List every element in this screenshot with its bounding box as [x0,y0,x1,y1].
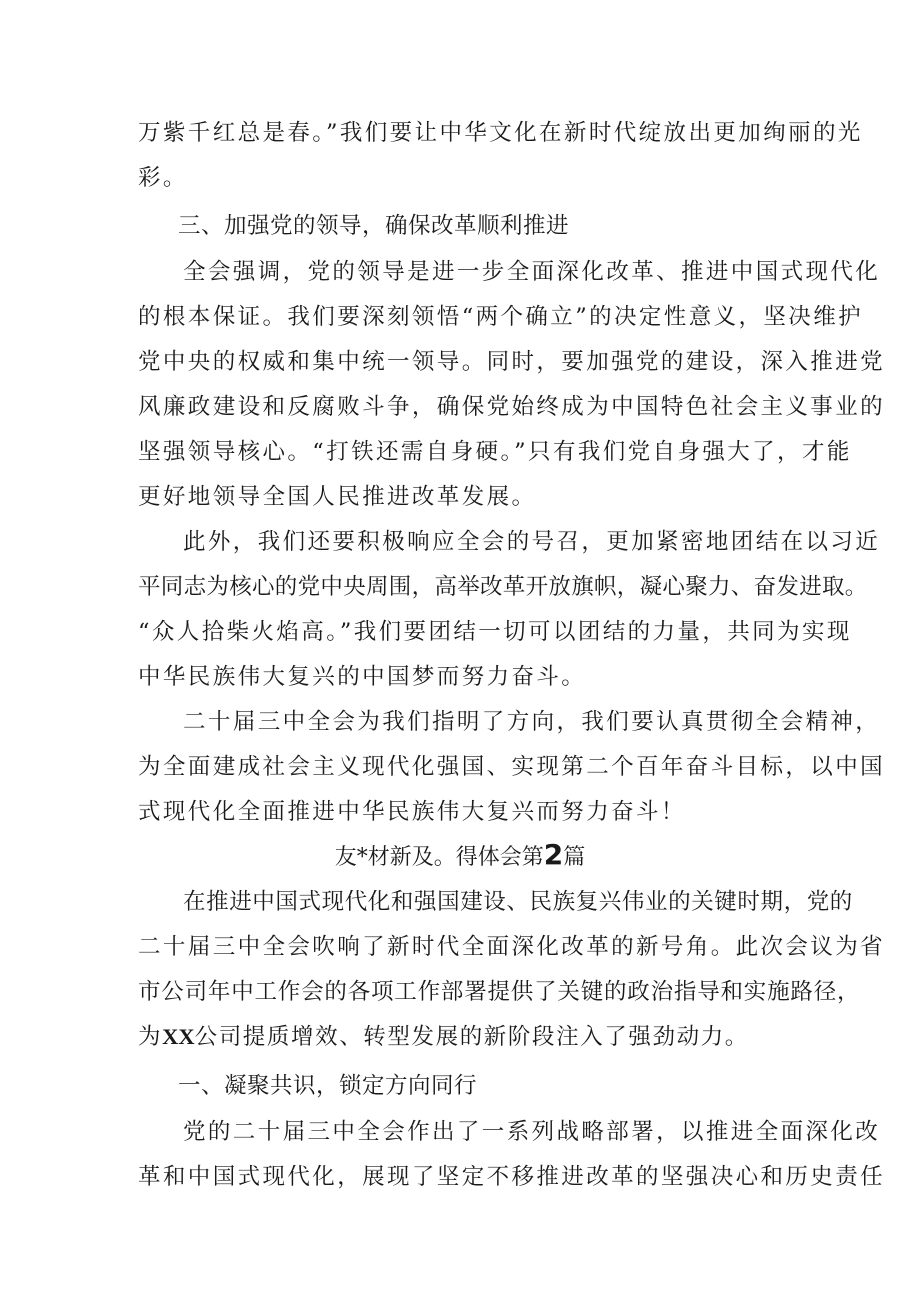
intro-line4-prefix: 为 [138,1024,163,1050]
text-line: 平同志为核心的党中央周围，高举改革开放旗帜，凝心聚力、奋发进取。 [138,574,868,600]
text-line: 此外，我们还要积极响应全会的号召，更加紧密地团结在以习近 [183,529,881,555]
intro-line4-suffix: 公司提质增效、转型发展的新阶段注入了强劲动力。 [194,1024,749,1050]
article-title-suffix: 篇 [563,845,586,870]
text-line: 为全面建成社会主义现代化强国、实现第二个百年奋斗目标，以中国 [138,754,886,780]
text-line: 坚强领导核心。“打铁还需自身硬。”只有我们党自身强大了，才能 [138,439,852,465]
text-line: 式现代化全面推进中华民族伟大复兴而努力奋斗！ [138,799,686,825]
text-line: 二十届三中全会为我们指明了方向，我们要认真贯彻全会精神， [183,709,881,735]
article-title-number: 2 [543,838,564,871]
text-line: 风廉政建设和反腐败斗争，确保党始终成为中国特色社会主义事业的 [138,394,886,420]
text-line: 中华民族伟大复兴的中国梦而努力奋斗。 [138,664,587,690]
text-line: 革和中国式现代化，展现了坚定不移推进改革的坚强决心和历史责任 [138,1164,886,1190]
article-title-prefix: 友*材新及。得体会第 [334,845,544,870]
text-line: 二十届三中全会吹响了新时代全面深化改革的新号角。此次会议为省 [138,934,886,960]
section-heading-3: 三、加强党的领导，确保改革顺利推进 [178,213,570,239]
text-line: 在推进中国式现代化和强国建设、民族复兴伟业的关键时期，党的 [183,889,853,915]
text-line: 党的二十届三中全会作出了一系列战略部署，以推进全面深化改 [183,1119,881,1145]
text-line: 市公司年中工作会的各项工作部署提供了关键的政治指导和实施路径， [138,979,861,1005]
text-line: 彩。 [138,165,188,191]
text-line: “众人拾柴火焰高。”我们要团结一切可以团结的力量，共同为实现 [138,619,852,645]
company-placeholder: XX [162,1024,195,1049]
text-line: 全会强调，党的领导是进一步全面深化改革、推进中国式现代化 [183,259,881,285]
article-title [0,838,920,875]
text-line [138,1022,798,1052]
section-heading-1: 一、凝聚共识，锁定方向同行 [178,1073,478,1099]
text-line: 的根本保证。我们要深刻领悟“两个确立”的决定性意义，坚决维护 [138,304,864,330]
text-line: 更好地领导全国人民推进改革发展。 [138,484,537,510]
text-line: 党中央的权威和集中统一领导。同时，要加强党的建设，深入推进党 [138,349,886,375]
text-line: 万紫千红总是春。”我们要让中华文化在新时代绽放出更加绚丽的光 [138,120,863,146]
